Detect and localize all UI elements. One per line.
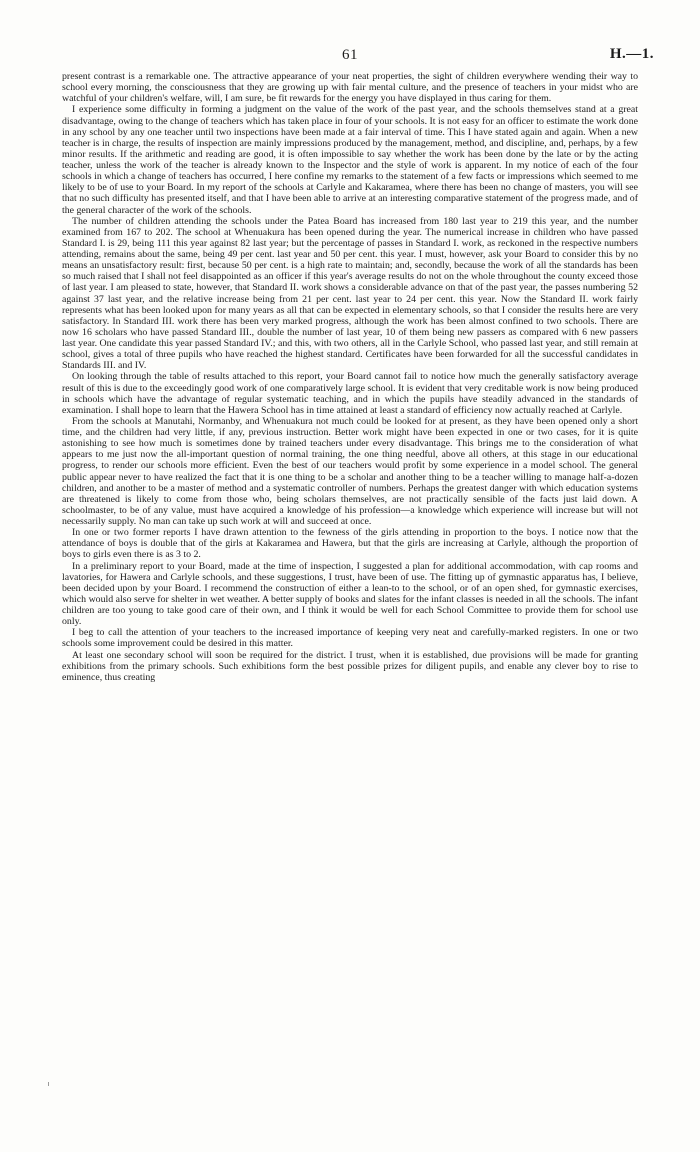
- page-number: 61: [342, 47, 358, 63]
- paragraph-registers: I beg to call the attention of your teachers to the increased importance of keeping very neat and carefully-marked registers. In one or two schools some improvement could be desired in this matter.: [62, 627, 638, 650]
- margin-mark: [48, 1082, 49, 1086]
- paragraph-results-table: On looking through the table of results attached to this report, your Board cannot fail to notice how much the generally satisfactory average result of this is due to the exceedingly good work of one comparatively large school. It is evident that very creditable work is now being produced in schools which have the advantage of regular systematic teaching, and in which the pupils have steadily advanced in the standards of examination. I shall hope to learn that the Hawera School has in time attained at least a standard of efficiency now actually reached at Carlyle.: [62, 371, 638, 416]
- report-body: [62, 71, 638, 683]
- paragraph-accommodation: In a preliminary report to your Board, made at the time of inspection, I suggested a plan for additional accommodation, with cap rooms and lavatories, for Hawera and Carlyle schools, and these suggestions, I trust, have been of use. The fitting up of gymnastic apparatus has, I believe, been decided upon by your Board. I recommend the construction of either a lean-to to the school, or of an open shed, for gymnastic exercises, which would also serve for shelter in wet weather. A better supply of books and slates for the infant classes is needed in all the schools. The infant children are too young to take good care of their own, and I think it would be well for each School Committee to provide them for school use only.: [62, 560, 638, 628]
- document-reference: H.—1.: [609, 46, 654, 62]
- paragraph-girls-attendance: In one or two former reports I have drawn attention to the fewness of the girls attending in proportion to the boys. I notice now that the attendance of boys is double that of the girls at Kakaramea and Hawera, but that the girls are increasing at Carlyle, although the proportion of boys to girls even there is as 3 to 2.: [62, 527, 638, 561]
- paragraph-continuation: present contrast is a remarkable one. The attractive appearance of your neat properties, the sight of children everywhere wending their way to school every morning, the consciousness that they are growing up with fair mental culture, and the presence of teachers in your midst who are watchful of your children's welfare, will, I am sure, be fit rewards for the energy you have displayed in thus caring for them.: [62, 71, 638, 105]
- paragraph-judgment-difficulty: I experience some difficulty in forming a judgment on the value of the work of the past year, and the schools themselves stand at a great disadvantage, owing to the change of teachers which has taken place in four of your schools. It is not easy for an officer to estimate the work done in any school by any one teacher until two inspections have been made at a fair interval of time. This I have stated again and again. When a new teacher is in charge, the results of inspection are mainly impressions produced by the management, method, and discipline, and, perhaps, by a few minor results. If the arithmetic and reading are good, it is often impossible to say whether the work has been done by the late or by the acting teacher, unless the work of the teacher is already known to the Inspector and the style of work is apparent. In my notice of each of the four schools in which a change of teachers has occurred, I here confine my remarks to the statement of a few facts or impressions which seemed to me likely to be of use to your Board. In my report of the schools at Carlyle and Kakaramea, where there has been no change of masters, you will see that no such difficulty has presented itself, and that I have been able to arrive at an interesting comparative statement of the progress made, and of the general character of the work of the schools.: [62, 104, 638, 216]
- paragraph-attendance-numbers: The number of children attending the schools under the Patea Board has increased from 180 last year to 219 this year, and the number examined from 167 to 202. The school at Whenuakura has been opened during the year. The numerical increase in children who have passed Standard I. is 29, being 111 this year against 82 last year; but the percentage of passes in Standard I. work, as reckoned in the respective numbers attending, remains about the same, being 49 per cent. last year and 50 per cent. this year. I must, however, ask your Board to consider this by no means an unsatisfactory result: first, because 50 per cent. is a high rate to maintain; and, secondly, because the work of all the standards has been so much raised that I shall not feel disappointed as an officer if this year's average results do not on the whole throughout the county exceed those of last year. I am pleased to state, however, that Standard II. work shows a considerable advance on that of the past year, the passes numbering 52 against 37 last year, and the relative increase being from 21 per cent. last year to 24 per cent. this year. Now the Standard II. work fairly represents what has been looked upon for many years as all that can be expected in elementary schools, so that I consider the results here are very satisfactory. In Standard III. work there has been very marked progress, although the work has been almost confined to two schools. There are now 16 scholars who have passed Standard III., double the number of last year, 10 of them being new passers as compared with 6 new passers last year. One candidate this year passed Standard IV.; and this, with two others, all in the Carlyle School, who passed last year, and still remain at school, gives a total of three pupils who have reached the highest standard. Certificates have been forwarded for all the successful candidates in Standards III. and IV.: [62, 215, 638, 372]
- paragraph-normal-training: From the schools at Manutahi, Normanby, and Whenuakura not much could be looked for at present, as they have been opened only a short time, and the children had very little, if any, previous instruction. Better work might have been expected in one or two cases, for it is quite astonishing to see how much is sometimes done by trained teachers under every disadvantage. This brings me to the consideration of what appears to me just now the all-important question of normal training, the one thing needful, above all others, at this stage in our educational progress, to render our schools more efficient. Even the best of our teachers would profit by some experience in a model school. The general public appear never to have realized the fact that it is one thing to be a scholar and another thing to be a teacher willing to manage half-a-dozen children, and another to be a master of method and a systematic controller of numbers. Perhaps the greatest danger with which education systems are threatened is likely to come from those who, being scholars themselves, are not practically sensible of the facts just laid down. A schoolmaster, to be of any value, must have acquired a knowledge of his profession—a knowledge which experience will increase but will not necessarily supply. No man can take up such work at will and succeed at once.: [62, 415, 638, 527]
- paragraph-secondary-school: At least one secondary school will soon be required for the district. I trust, when it is established, due provisions will be made for granting exhibitions from the primary schools. Such exhibitions form the best possible prizes for diligent pupils, and enable any clever boy to rise to eminence, thus creating: [62, 649, 638, 683]
